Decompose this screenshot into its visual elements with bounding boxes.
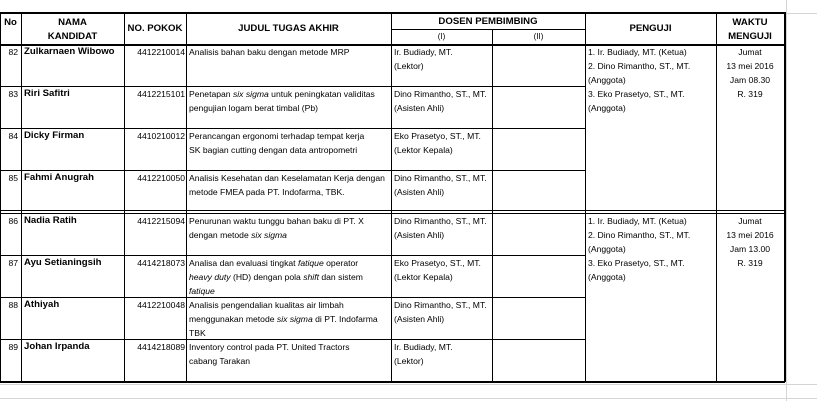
cell-judul[interactable]: Analisis pengendalian kualitas air limbah xyxy=(189,300,344,310)
header-dosen-pembimbing: DOSEN PEMBIMBING xyxy=(438,16,538,27)
penguji-line[interactable]: 1. Ir. Budiady, MT. (Ketua) xyxy=(588,216,687,226)
cell-no[interactable]: 82 xyxy=(8,47,18,57)
table-top-border xyxy=(0,12,785,14)
col-border xyxy=(492,29,493,382)
cell-dosen[interactable]: Dino Rimantho, ST., MT. xyxy=(394,216,487,226)
cell-dosen[interactable]: Ir. Budiady, MT. xyxy=(394,47,453,57)
penguji-line[interactable]: (Anggota) xyxy=(588,75,626,85)
cell-dosen-rank[interactable]: (Lektor Kepala) xyxy=(394,272,453,282)
cell-no[interactable]: 84 xyxy=(8,131,18,141)
cell-dosen[interactable]: Dino Rimantho, ST., MT. xyxy=(394,300,487,310)
cell-no-pokok[interactable]: 4410210012 xyxy=(137,131,185,141)
waktu-day[interactable]: Jumat xyxy=(738,216,762,226)
cell-no-pokok[interactable]: 4412210048 xyxy=(137,300,185,310)
waktu-time[interactable]: Jam 13.00 xyxy=(729,244,771,254)
waktu-date[interactable]: 13 mei 2016 xyxy=(726,61,774,71)
cell-nama[interactable]: Athiyah xyxy=(24,299,60,310)
cell-no[interactable]: 83 xyxy=(8,89,18,99)
cell-nama[interactable]: Johan Irpanda xyxy=(24,341,90,352)
cell-judul-line[interactable]: fatique xyxy=(189,286,215,296)
cell-dosen[interactable]: Eko Prasetyo, ST., MT. xyxy=(394,258,481,268)
cell-judul[interactable]: Inventory control pada PT. United Tractors xyxy=(189,342,350,352)
cell-no[interactable]: 85 xyxy=(8,173,18,183)
col-border xyxy=(21,12,22,382)
cell-no[interactable]: 89 xyxy=(8,342,18,352)
col-border xyxy=(0,12,1,382)
penguji-line[interactable]: 2. Dino Rimantho, ST., MT. xyxy=(588,61,691,71)
penguji-line[interactable]: (Anggota) xyxy=(588,103,626,113)
table-bottom-border xyxy=(0,381,785,383)
cell-dosen-rank[interactable]: (Lektor Kepala) xyxy=(394,145,453,155)
header-kandidat: KANDIDAT xyxy=(47,31,98,42)
cell-dosen[interactable]: Dino Rimantho, ST., MT. xyxy=(394,173,487,183)
header-penguji: PENGUJI xyxy=(629,23,672,34)
cell-judul-line[interactable]: SK bagian cutting dengan data antropometri xyxy=(189,145,358,155)
col-border xyxy=(784,12,786,382)
header-no: No xyxy=(4,17,17,28)
cell-dosen[interactable]: Eko Prasetyo, ST., MT. xyxy=(394,131,481,141)
cell-nama[interactable]: Zulkarnaen Wibowo xyxy=(24,46,115,57)
col-border xyxy=(585,12,586,382)
header-dosen-i: (I) xyxy=(437,32,446,41)
cell-no[interactable]: 86 xyxy=(8,216,18,226)
penguji-line[interactable]: (Anggota) xyxy=(588,244,626,254)
waktu-date[interactable]: 13 mei 2016 xyxy=(726,230,774,240)
cell-judul[interactable]: Perancangan ergonomi terhadap tempat kerja xyxy=(189,131,365,141)
cell-no-pokok[interactable]: 4412215094 xyxy=(137,216,185,226)
header-menguji: MENGUJI xyxy=(728,31,772,42)
header-no-pokok: NO. POKOK xyxy=(127,23,183,34)
col-border xyxy=(186,12,187,382)
penguji-line[interactable]: 3. Eko Prasetyo, ST., MT. xyxy=(588,89,685,99)
col-border xyxy=(391,12,392,382)
cell-judul[interactable]: Penetapan six sigma untuk peningkatan validitas xyxy=(189,89,375,99)
cell-nama[interactable]: Dicky Firman xyxy=(24,130,85,141)
waktu-day[interactable]: Jumat xyxy=(738,47,762,57)
header-dosen-ii: (II) xyxy=(533,32,544,41)
cell-nama[interactable]: Riri Safitri xyxy=(24,88,70,99)
cell-dosen[interactable]: Dino Rimantho, ST., MT. xyxy=(394,89,487,99)
col-border xyxy=(124,12,125,382)
waktu-time[interactable]: Jam 08.30 xyxy=(729,75,771,85)
cell-nama[interactable]: Nadia Ratih xyxy=(24,215,77,226)
cell-dosen-rank[interactable]: (Asisten Ahli) xyxy=(394,230,445,240)
cell-judul[interactable]: Analisis bahan baku dengan metode MRP xyxy=(189,47,350,57)
header-nama: NAMA xyxy=(58,17,87,28)
cell-dosen-rank[interactable]: (Lektor) xyxy=(394,356,424,366)
cell-nama[interactable]: Ayu Setianingsih xyxy=(24,257,102,268)
gridline xyxy=(0,398,817,399)
cell-judul-line[interactable]: metode FMEA pada PT. Indofarma, TBK. xyxy=(189,187,345,197)
cell-judul-line[interactable]: pengujian logam berat timbal (Pb) xyxy=(189,103,318,113)
cell-no-pokok[interactable]: 4414218073 xyxy=(137,258,185,268)
waktu-room[interactable]: R. 319 xyxy=(737,89,763,99)
cell-judul-line[interactable]: heavy duty (HD) dengan pola shift dan sistem xyxy=(189,272,363,282)
cell-no-pokok[interactable]: 4414218089 xyxy=(137,342,185,352)
cell-judul[interactable]: Analisa dan evaluasi tingkat fatique operator xyxy=(189,258,359,268)
header-waktu: WAKTU xyxy=(732,17,768,28)
cell-judul[interactable]: Penurunan waktu tunggu bahan baku di PT. X xyxy=(189,216,364,226)
cell-nama[interactable]: Fahmi Anugrah xyxy=(24,172,94,183)
cell-no-pokok[interactable]: 4412210050 xyxy=(137,173,185,183)
cell-dosen[interactable]: Ir. Budiady, MT. xyxy=(394,342,453,352)
cell-dosen-rank[interactable]: (Asisten Ahli) xyxy=(394,187,445,197)
waktu-room[interactable]: R. 319 xyxy=(737,258,763,268)
cell-no-pokok[interactable]: 4412215101 xyxy=(137,89,185,99)
cell-judul[interactable]: Analisis Kesehatan dan Keselamatan Kerja dengan xyxy=(189,173,385,183)
cell-dosen-rank[interactable]: (Asisten Ahli) xyxy=(394,103,445,113)
gridline xyxy=(0,384,817,385)
cell-no-pokok[interactable]: 4412210014 xyxy=(137,47,185,57)
cell-dosen-rank[interactable]: (Lektor) xyxy=(394,61,424,71)
cell-judul-line[interactable]: dengan metode six sigma xyxy=(189,230,287,240)
cell-dosen-rank[interactable]: (Asisten Ahli) xyxy=(394,314,445,324)
penguji-line[interactable]: 3. Eko Prasetyo, ST., MT. xyxy=(588,258,685,268)
gridline xyxy=(786,0,787,401)
penguji-line[interactable]: (Anggota) xyxy=(588,272,626,282)
cell-no[interactable]: 87 xyxy=(8,258,18,268)
penguji-line[interactable]: 1. Ir. Budiady, MT. (Ketua) xyxy=(588,47,687,57)
cell-judul-line[interactable]: TBK xyxy=(189,328,206,338)
cell-judul-line[interactable]: cabang Tarakan xyxy=(189,356,250,366)
cell-no[interactable]: 88 xyxy=(8,300,18,310)
penguji-line[interactable]: 2. Dino Rimantho, ST., MT. xyxy=(588,230,691,240)
cell-judul-line[interactable]: menggunakan metode six sigma di PT. Indofarma xyxy=(189,314,378,324)
header-judul: JUDUL TUGAS AKHIR xyxy=(238,23,339,34)
group-border xyxy=(0,210,785,211)
